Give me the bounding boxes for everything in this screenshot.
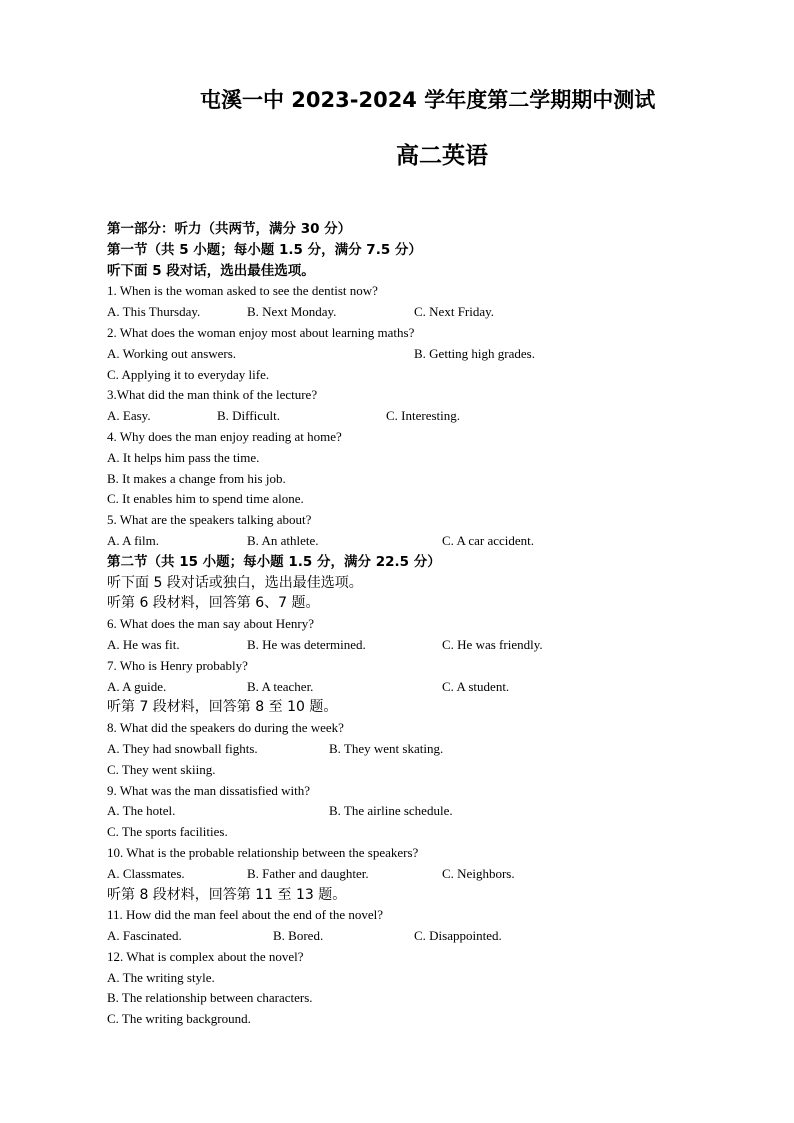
section2-instruction: 听下面 5 段对话或独白，选出最佳选项。: [107, 574, 363, 591]
option-b: B. The relationship between characters.: [107, 990, 313, 1006]
option-a: A. Easy.: [107, 408, 151, 424]
option-c: C. He was friendly.: [442, 636, 543, 652]
option-c: C. Neighbors.: [442, 865, 515, 881]
option-c: C. Next Friday.: [414, 304, 495, 320]
option-c: C. It enables him to spend time alone.: [107, 491, 304, 507]
section2-heading: 第二节（共 15 小题；每小题 1.5 分，满分 22.5 分）: [107, 553, 441, 570]
option-row: [107, 406, 727, 427]
option-b: B. Difficult.: [217, 408, 280, 424]
question-stem: 12. What is complex about the novel?: [107, 948, 304, 964]
option-a: A. Classmates.: [107, 865, 185, 881]
question-stem: 9. What was the man dissatisfied with?: [107, 782, 311, 798]
option-a: A. A guide.: [107, 678, 167, 694]
option-c: C. The sports facilities.: [107, 824, 228, 840]
option-b: B. An athlete.: [247, 532, 319, 548]
exam-subtitle: 高二英语: [396, 143, 488, 169]
part1-heading: 第一部分：听力（共两节，满分 30 分）: [107, 221, 352, 237]
option-b: B. A teacher.: [247, 678, 314, 694]
exam-content: [107, 219, 727, 1030]
question-stem: 6. What does the man say about Henry?: [107, 616, 314, 632]
option-c: C. Interesting.: [386, 408, 461, 424]
option-row: [107, 926, 727, 947]
option-b: B. Bored.: [273, 928, 324, 944]
option-a: A. Fascinated.: [107, 928, 182, 944]
option-a: A. Working out answers.: [107, 345, 237, 361]
question-stem: 10. What is the probable relationship between the speakers?: [107, 844, 419, 860]
material-6-instruction: 听第 6 段材料，回答第 6、7 题。: [107, 595, 320, 612]
option-row: [107, 801, 727, 822]
exam-title: 屯溪一中 2023-2024 学年度第二学期期中测试: [200, 88, 656, 112]
option-a: A. He was fit.: [107, 636, 180, 652]
option-b: B. The airline schedule.: [329, 803, 453, 819]
option-b: B. He was determined.: [247, 636, 366, 652]
option-row: [107, 677, 727, 698]
option-row: [107, 739, 727, 760]
section1-heading: 第一节（共 5 小题；每小题 1.5 分，满分 7.5 分）: [107, 241, 422, 258]
option-b: B. Next Monday.: [247, 304, 337, 320]
option-c: C. A car accident.: [442, 532, 535, 548]
option-row: [107, 864, 727, 885]
option-b: B. They went skating.: [329, 740, 444, 756]
question-stem: 1. When is the woman asked to see the dentist now?: [107, 283, 378, 299]
option-b: B. Father and daughter.: [247, 865, 369, 881]
option-b: B. It makes a change from his job.: [107, 470, 286, 486]
question-stem: 4. Why does the man enjoy reading at home?: [107, 428, 342, 444]
question-stem: 7. Who is Henry probably?: [107, 657, 248, 673]
option-b: B. Getting high grades.: [414, 345, 535, 361]
section1-instruction: 听下面 5 段对话，选出最佳选项。: [107, 262, 315, 279]
option-row: [107, 344, 727, 365]
option-c: C. A student.: [442, 678, 510, 694]
option-a: A. A film.: [107, 532, 160, 548]
option-a: A. This Thursday.: [107, 304, 201, 320]
option-row: [107, 531, 727, 552]
question-stem: 11. How did the man feel about the end of the novel?: [107, 907, 384, 923]
option-c: C. Disappointed.: [414, 928, 502, 944]
material-7-instruction: 听第 7 段材料，回答第 8 至 10 题。: [107, 699, 338, 716]
option-c: C. Applying it to everyday life.: [107, 366, 270, 382]
option-a: A. The writing style.: [107, 969, 215, 985]
material-8-instruction: 听第 8 段材料，回答第 11 至 13 题。: [107, 886, 347, 903]
option-a: A. The hotel.: [107, 803, 176, 819]
question-stem: 8. What did the speakers do during the week?: [107, 720, 344, 736]
question-stem: 5. What are the speakers talking about?: [107, 512, 312, 528]
option-c: C. They went skiing.: [107, 761, 216, 777]
option-c: C. The writing background.: [107, 1011, 251, 1027]
option-row: [107, 302, 727, 323]
option-a: A. They had snowball fights.: [107, 740, 258, 756]
question-stem: 3.What did the man think of the lecture?: [107, 387, 318, 403]
option-row: [107, 635, 727, 656]
question-stem: 2. What does the woman enjoy most about learning maths?: [107, 324, 415, 340]
option-a: A. It helps him pass the time.: [107, 449, 260, 465]
